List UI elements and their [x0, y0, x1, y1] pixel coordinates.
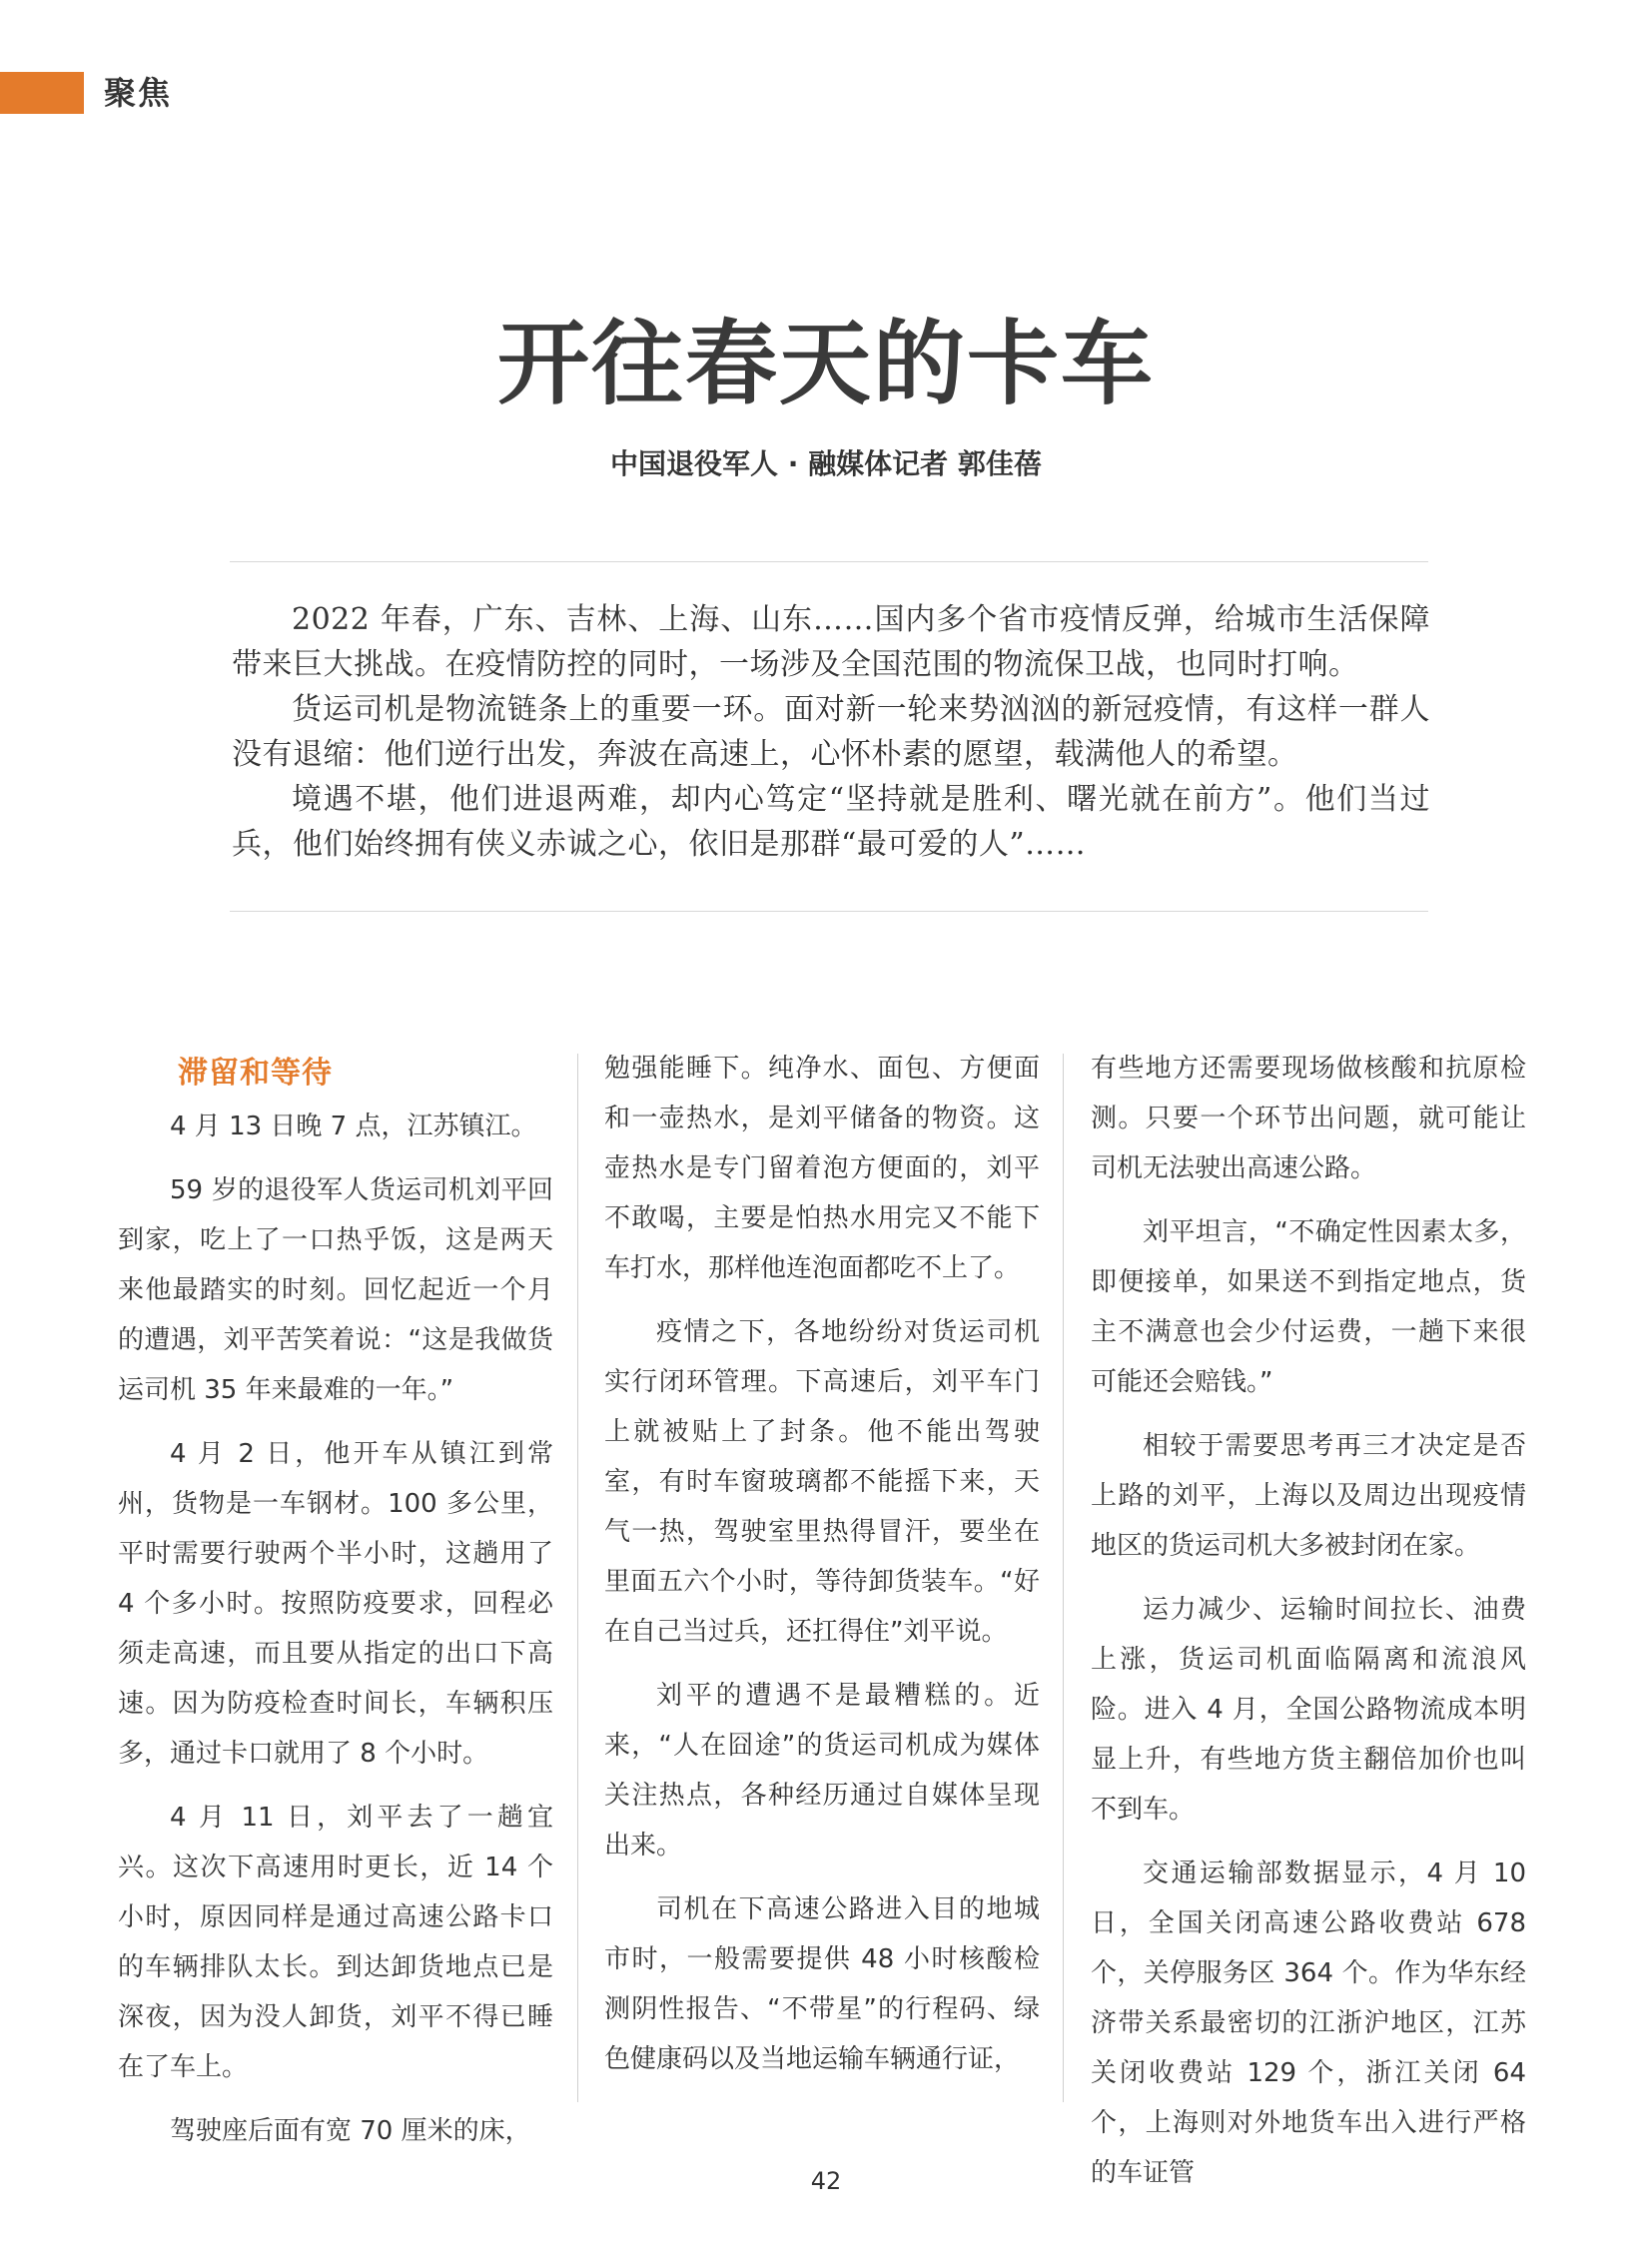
body-paragraph: 刘平的遭遇不是最糟糕的。近来，“人在囧途”的货运司机成为媒体关注热点，各种经历通过自媒体呈现出来。: [604, 1681, 1040, 1861]
lead-top-divider: [230, 561, 1428, 562]
body-paragraph: 疫情之下，各地纷纷对货运司机实行闭环管理。下高速后，刘平车门上就被贴上了封条。他不能出驾驶室，有时车窗玻璃都不能摇下来，天气一热，驾驶室里热得冒汗，要坐在里面五六个小时，等待卸货装车。“好在自己当过兵，还扛得住”刘平说。: [604, 1317, 1040, 1647]
section-accent-bar: [0, 72, 84, 114]
body-paragraph: 4 月 2 日，他开车从镇江到常州，货物是一车钢材。100 多公里，平时需要行驶两个半小时，这趟用了 4 个多小时。按照防疫要求，回程必须走高速，而且要从指定的出口下高速。因为防疫检查时间长，车辆积压多，通过卡口就用了 8 个小时。: [118, 1439, 553, 1769]
body-paragraph: 运力减少、运输时间拉长、油费上涨，货运司机面临隔离和流浪风险。进入 4 月，全国公路物流成本明显上升，有些地方货主翻倍加价也叫不到车。: [1091, 1595, 1526, 1825]
lead-bottom-divider: [230, 911, 1428, 912]
body-paragraph-continued: 有些地方还需要现场做核酸和抗原检测。只要一个环节出问题，就可能让司机无法驶出高速公路。: [1091, 1054, 1526, 1183]
subheading: 滞留和等待: [178, 1056, 333, 1091]
lead-paragraph: 货运司机是物流链条上的重要一环。面对新一轮来势汹汹的新冠疫情，有这样一群人没有退缩：他们逆行出发，奔波在高速上，心怀朴素的愿望，载满他人的希望。: [232, 692, 1430, 772]
section-label: 聚焦: [104, 74, 173, 112]
lead-paragraph: 境遇不堪，他们进退两难，却内心笃定“坚持就是胜利、曙光就在前方”。他们当过兵，他们始终拥有侠义赤诚之心，依旧是那群“最可爱的人”……: [232, 782, 1430, 862]
column-divider: [1063, 1054, 1064, 2102]
body-paragraph: 刘平坦言，“不确定性因素太多，即便接单，如果送不到指定地点，货主不满意也会少付运费，一趟下来很可能还会赔钱。”: [1091, 1217, 1526, 1397]
page-number: 42: [810, 2167, 842, 2195]
body-paragraph: 59 岁的退役军人货运司机刘平回到家，吃上了一口热乎饭，这是两天来他最踏实的时刻。回忆起近一个月的遭遇，刘平苦笑着说：“这是我做货运司机 35 年来最难的一年。”: [118, 1175, 553, 1405]
body-paragraph: 相较于需要思考再三才决定是否上路的刘平，上海以及周边出现疫情地区的货运司机大多被封闭在家。: [1091, 1431, 1526, 1561]
body-column-1: [118, 1044, 553, 2146]
lead-summary: [232, 597, 1430, 867]
body-paragraph-continued: 勉强能睡下。纯净水、面包、方便面和一壶热水，是刘平储备的物资。这壶热水是专门留着泡方便面的，刘平不敢喝，主要是怕热水用完又不能下车打水，那样他连泡面都吃不上了。: [604, 1054, 1040, 1283]
column-divider: [577, 1054, 578, 2102]
body-column-2: [604, 1044, 1040, 2092]
body-paragraph: 4 月 11 日，刘平去了一趟宜兴。这次下高速用时更长，近 14 个小时，原因同样是通过高速公路卡口的车辆排队太长。到达卸货地点已是深夜，因为没人卸货，刘平不得已睡在了车上。: [118, 1803, 553, 2082]
body-paragraph: 司机在下高速公路进入目的地城市时，一般需要提供 48 小时核酸检测阴性报告、“不带星”的行程码、绿色健康码以及当地运输车辆通行证，: [604, 1894, 1040, 2074]
body-column-3: [1091, 1044, 1526, 2188]
lead-paragraph: 2022 年春，广东、吉林、上海、山东……国内多个省市疫情反弹，给城市生活保障带来巨大挑战。在疫情防控的同时，一场涉及全国范围的物流保卫战，也同时打响。: [232, 602, 1430, 682]
article-title: 开往春天的卡车: [496, 311, 1155, 417]
body-paragraph: 交通运输部数据显示，4 月 10 日，全国关闭高速公路收费站 678 个，关停服务区 364 个。作为华东经济带关系最密切的江浙沪地区，江苏关闭收费站 129 个，浙江关闭 64 个，上海则对外地货车出入进行严格的车证管: [1091, 1859, 1526, 2188]
body-paragraph: 4 月 13 日晚 7 点，江苏镇江。: [170, 1112, 537, 1141]
body-paragraph: 驾驶座后面有宽 70 厘米的床，: [170, 2116, 531, 2146]
byline: 中国退役军人 · 融媒体记者 郭佳蓓: [610, 447, 1042, 480]
